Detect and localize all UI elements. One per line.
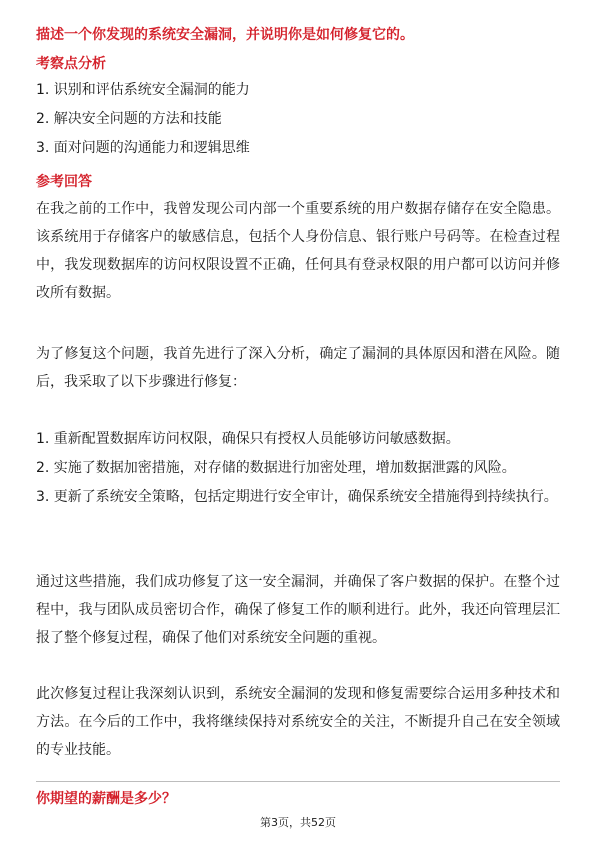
answer-paragraph-3: 通过这些措施，我们成功修复了这一安全漏洞，并确保了客户数据的保护。在整个过程中，我与团队成员密切合作，确保了修复工作的顺利进行。此外，我还向管理层汇报了整个修复过程，确保了他们对系统安全问题的重视。 xyxy=(36,574,560,646)
analysis-heading: 考察点分析 xyxy=(36,56,106,72)
answer-heading: 参考回答 xyxy=(36,174,92,190)
answer-paragraph-1: 在我之前的工作中，我曾发现公司内部一个重要系统的用户数据存储存在安全隐患。该系统用于存储客户的敏感信息，包括个人身份信息、银行账户号码等。在检查过程中，我发现数据库的访问权限设置不正确，任何具有登录权限的用户都可以访问并修改所有数据。 xyxy=(36,201,560,301)
answer-paragraph-4: 此次修复过程让我深刻认识到，系统安全漏洞的发现和修复需要综合运用多种技术和方法。在今后的工作中，我将继续保持对系统安全的关注，不断提升自己在安全领域的专业技能。 xyxy=(36,686,560,758)
analysis-point: 1. 识别和评估系统安全漏洞的能力 xyxy=(36,82,250,98)
analysis-point: 3. 面对问题的沟通能力和逻辑思维 xyxy=(36,140,250,156)
section-divider xyxy=(36,781,560,782)
answer-paragraph-2: 为了修复这个问题，我首先进行了深入分析，确定了漏洞的具体原因和潜在风险。随后，我采取了以下步骤进行修复： xyxy=(36,346,560,390)
answer-step-2: 2. 实施了数据加密措施，对存储的数据进行加密处理，增加数据泄露的风险。 xyxy=(36,460,516,476)
next-question-title: 你期望的薪酬是多少？ xyxy=(36,791,176,807)
answer-step-3: 3. 更新了系统安全策略，包括定期进行安全审计，确保系统安全措施得到持续执行。 xyxy=(36,489,558,505)
answer-step-1: 1. 重新配置数据库访问权限，确保只有授权人员能够访问敏感数据。 xyxy=(36,431,460,447)
analysis-point: 2. 解决安全问题的方法和技能 xyxy=(36,111,222,127)
question-title: 描述一个你发现的系统安全漏洞，并说明你是如何修复它的。 xyxy=(36,27,414,43)
page-footer: 第3页，共52页 xyxy=(260,816,336,829)
